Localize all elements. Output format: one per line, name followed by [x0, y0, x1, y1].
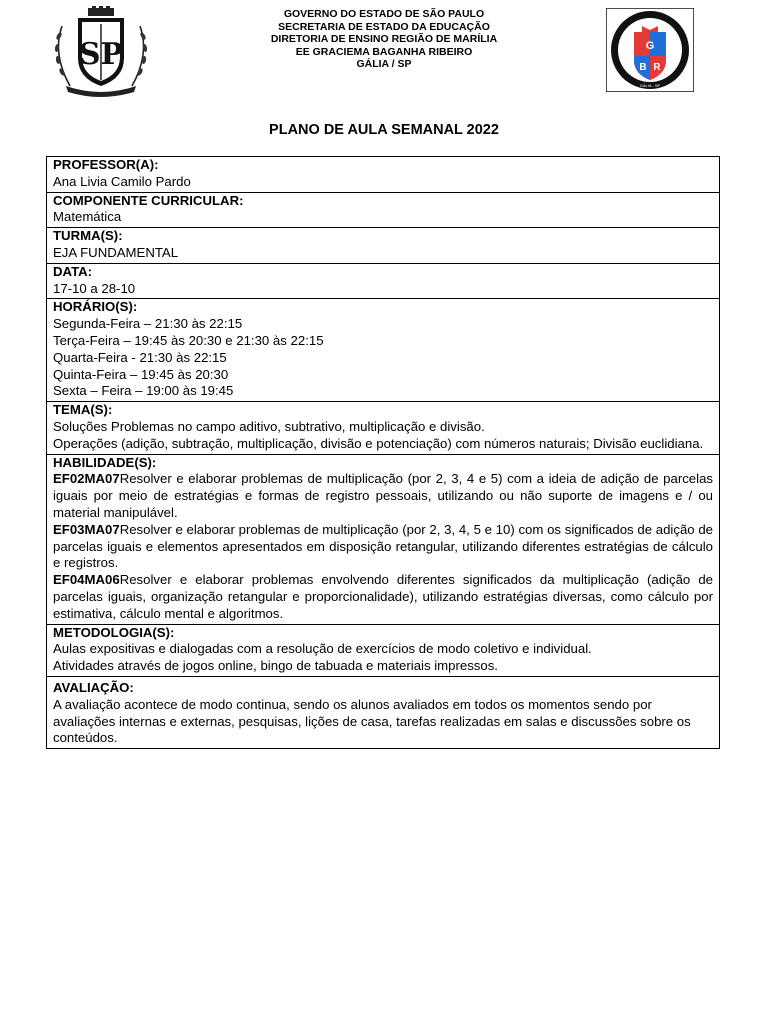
theme-line: Soluções Problemas no campo aditivo, subtrativo, multiplicação e divisão. — [53, 418, 485, 434]
curricular-component-section — [47, 192, 719, 228]
methodology-label: METODOLOGIA(S): — [53, 624, 175, 640]
skills-label: HABILIDADE(S): — [53, 454, 157, 470]
skill-item — [53, 471, 713, 521]
schedule-line: Terça-Feira – 19:45 às 20:30 e 21:30 às 22:15 — [53, 332, 324, 348]
skill-code: EF04MA06 — [53, 572, 120, 588]
skill-item — [53, 572, 713, 622]
methodology-line: Atividades através de jogos online, bingo de tabuada e materiais impressos. — [53, 658, 498, 674]
theme-section — [47, 401, 719, 453]
skill-description: Resolver e elaborar problemas envolvendo diferentes significados da multiplicação (adição de parcelas iguais, organização retangular e proporcionalidade), utilizando estratégias diversas, como cálculo por estimativa, cálculo mental e algoritmos. — [53, 572, 713, 621]
class-value: EJA FUNDAMENTAL — [53, 244, 179, 260]
skill-description: Resolver e elaborar problemas de multiplicação (por 2, 3, 4, 5 e 10) com os significados de adição de parcelas iguais e elementos apresentados em disposição retangular, utilizando diferentes estratégias de cálculo e registros. — [53, 521, 713, 571]
professor-value: Ana Livia Camilo Pardo — [53, 173, 191, 189]
date-value: 17-10 a 28-10 — [53, 280, 136, 296]
schedule-line: Quinta-Feira – 19:45 às 20:30 — [53, 366, 229, 382]
skill-description: Resolver e elaborar problemas de multiplicação (por 2, 3, 4 e 5) com a ideia de adição de parcelas iguais por meio de estratégias e formas de registro pessoais, utilizando ou não suporte de imagens e / ou material manipulável. — [53, 471, 713, 520]
header-line-school: EE GRACIEMA BAGANHA RIBEIRO — [295, 45, 473, 58]
evaluation-label: AVALIAÇÃO: — [53, 679, 134, 695]
header-line-government: GOVERNO DO ESTADO DE SÃO PAULO — [283, 8, 485, 20]
school-logo-icon — [606, 8, 694, 92]
schedule-line: Sexta – Feira – 19:00 às 19:45 — [53, 383, 234, 399]
evaluation-section — [47, 676, 719, 748]
schedule-line: Quarta-Feira - 21:30 às 22:15 — [53, 349, 227, 365]
schedule-section — [47, 298, 719, 401]
date-label: DATA: — [53, 263, 93, 279]
class-label: TURMA(S): — [53, 228, 123, 244]
professor-label: PROFESSOR(A): — [53, 157, 159, 172]
skills-section — [47, 454, 719, 624]
svg-text:R: R — [653, 62, 661, 73]
schedule-line: Segunda-Feira – 21:30 às 22:15 — [53, 316, 243, 332]
skill-item — [53, 522, 713, 572]
page-title: PLANO DE AULA SEMANAL 2022 — [269, 122, 499, 138]
svg-text:SP: SP — [78, 37, 124, 72]
theme-label: TEMA(S): — [53, 402, 113, 418]
institution-header — [230, 8, 538, 71]
class-section — [47, 227, 719, 263]
curricular-component-label: COMPONENTE CURRICULAR: — [53, 192, 244, 208]
header-line-secretariat: SECRETARIA DE ESTADO DA EDUCAÇÃO — [278, 20, 490, 33]
document-header — [0, 0, 768, 100]
svg-text:B: B — [639, 62, 647, 73]
evaluation-text: A avaliação acontece de modo continua, sendo os alunos avaliados em todos os momentos sendo por avaliações internas e externas, pesquisas, lições de casa, tarefas realizadas em salas e discussões sobre os conteúdos. — [53, 696, 691, 746]
methodology-line: Aulas expositivas e dialogadas com a resolução de exercícios de modo coletivo e individual. — [53, 641, 592, 657]
sao-paulo-state-seal-icon — [48, 6, 154, 98]
svg-text:GÁLIA - SP: GÁLIA - SP — [639, 83, 661, 88]
header-line-city: GÁLIA / SP — [356, 58, 412, 71]
header-line-directorate: DIRETORIA DE ENSINO REGIÃO DE MARÍLIA — [270, 33, 498, 46]
svg-text:G: G — [645, 40, 655, 52]
theme-line: Operações (adição, subtração, multiplicação, divisão e potenciação) com números naturais; Divisão euclidiana. — [53, 435, 704, 451]
professor-section — [47, 157, 719, 192]
date-section — [47, 263, 719, 299]
methodology-section — [47, 624, 719, 676]
lesson-plan-table — [46, 156, 720, 749]
skill-code: EF02MA07 — [53, 471, 120, 487]
curricular-component-value: Matemática — [53, 209, 122, 225]
schedule-label: HORÁRIO(S): — [53, 299, 138, 315]
skill-code: EF03MA07 — [53, 521, 120, 537]
